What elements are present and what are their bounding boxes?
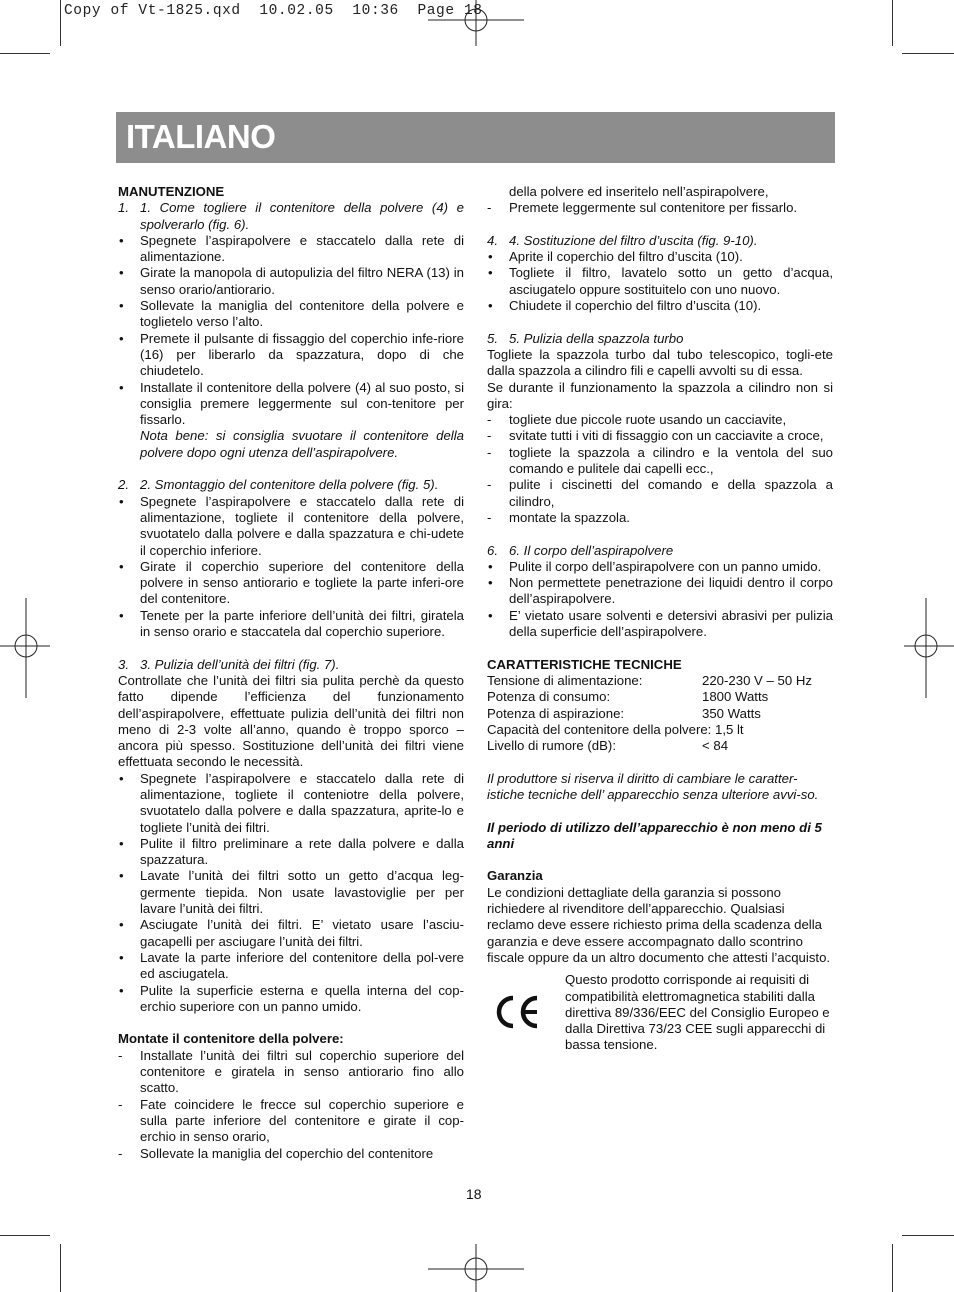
bullet-text: Pulite il corpo dell’aspirapolvere con un panno umido. — [509, 558, 822, 574]
bullet-text: Spegnete l’aspirapolvere e staccatelo dalla rete di alimentazione, togliete il conteniotre della polvere, svuotatelo dalla polvere e dalla spazzatura, aprite-lo e togliete l’unità dei filtri. — [140, 770, 464, 835]
bullet-text: Chiudete il coperchio del filtro d’uscita (10). — [509, 298, 762, 314]
bullet-text: Aprite il coperchio del filtro d’uscita (10). — [509, 249, 743, 265]
bullet-item: • Spegnete l’aspirapolvere e staccatelo dalla rete di alimentazione, togliete il conteniotre della polvere, svuotatelo dalla polvere e dalla spazzatura, aprite-lo e togliete l’unità dei filtri. — [119, 770, 464, 835]
dash-item: - Sollevate la maniglia del coperchio del contenitore — [118, 1145, 434, 1161]
left-column — [118, 184, 464, 1162]
section-heading: CARATTERISTICHE TECNICHE — [487, 656, 682, 672]
spec-value: 350 Watts — [702, 705, 761, 721]
bullet-item: • Asciugate l’unità dei filtri. E’ vietato usare l’asciu-gacapelli per asciugare l’unità dei filtri. — [119, 917, 464, 949]
spec-row — [487, 738, 833, 754]
crop-mark — [60, 1244, 61, 1292]
bullet-text: Spegnete l’aspirapolvere e staccatelo dalla rete di alimentazione. — [140, 232, 464, 265]
numbered-step-title: 4. 4. Sostituzione del filtro d’uscita (fig. 9-10). — [487, 232, 758, 248]
bullet-text: Non permettete penetrazione dei liquidi dentro il corpo dell’aspirapolvere. — [509, 575, 833, 607]
dash-text: togliete la spazzola a cilindro e la ventola del suo comando e pulitele dai capelli ecc., — [509, 444, 833, 477]
bullet-text: Spegnete l’aspirapolvere e staccatelo dalla rete di alimentazione, togliete il contenitore della polvere, svuotatelo dalla polvere e dalla spazzatura e chi-udete il coperchio inferiore. — [140, 493, 464, 558]
spec-capacity: Capacità del contenitore della polvere: 1,5 lt — [487, 721, 744, 737]
bullet-item: • Aprite il coperchio del filtro d’uscita (10). — [488, 249, 743, 265]
numbered-step-title: 5. 5. Pulizia della spazzola turbo — [487, 330, 684, 346]
step-title-text: 2. Smontaggio del contenitore della polvere (fig. 5). — [140, 477, 439, 493]
dash-text: Fate coincidere le frecce sul coperchio superiore e sulla parte inferiore del contenitore e girate il cop-erchio in senso orario, — [140, 1096, 464, 1145]
note-content: Nota bene: si consiglia svuotare il contenitore della polvere dopo ogni utenza dell’aspirapolvere. — [140, 428, 464, 460]
spec-row — [487, 673, 833, 689]
dash-item: - togliete la spazzola a cilindro e la ventola del suo comando e pulitele dai capelli ecc., — [487, 444, 833, 477]
spec-value: 220-230 V – 50 Hz — [702, 672, 812, 688]
dash-item: - Fate coincidere le frecce sul coperchio superiore e sulla parte inferiore del contenitore e girate il cop-erchio in senso orario, — [118, 1096, 464, 1145]
bullet-item: • Pulite il filtro preliminare a rete dalla polvere e dalla spazzatura. — [119, 835, 464, 868]
language-banner — [116, 112, 835, 163]
bullet-text: Asciugate l’unità dei filtri. E’ vietato usare l’asciu-gacapelli per asciugare l’unità dei filtri. — [140, 917, 464, 949]
spec-label: Potenza di consumo: — [487, 689, 611, 705]
spec-label: Potenza di aspirazione: — [487, 705, 625, 721]
step-title-text: 5. Pulizia della spazzola turbo — [509, 330, 684, 346]
right-column — [487, 184, 833, 1056]
dash-text: svitate tutti i viti di fissaggio con un cacciavite a croce, — [509, 428, 824, 444]
dash-text: Premete leggermente sul contenitore per fissarlo. — [509, 200, 798, 216]
section-heading: MANUTENZIONE — [118, 184, 225, 199]
bullet-text: Lavate l’unità dei filtri sotto un getto d’acqua leg-germente tiepida. Non usate lavastoviglie per per lavare l’unità dei filtri. — [140, 868, 464, 917]
crop-mark — [902, 53, 954, 54]
numbered-step-title: 3. 3. Pulizia dell’unità dei filtri (fig. 7). — [118, 656, 340, 672]
bullet-item: • Premete il pulsante di fissaggio del coperchio infe-riore (16) per liberarlo da spazzatura, dopo di che chiudetelo. — [119, 330, 464, 379]
spec-value: < 84 — [702, 738, 729, 754]
bullet-text: Girate il coperchio superiore del contenitore della polvere in senso antiorario e togliete la parte inferi-ore del contenitore. — [140, 558, 464, 607]
crop-mark — [892, 0, 893, 46]
section-heading: Montate il contenitore della polvere: — [118, 1031, 344, 1047]
bullet-item: • Lavate l’unità dei filtri sotto un getto d’acqua leg-germente tiepida. Non usate lavastoviglie per per lavare l’unità dei filtri. — [119, 868, 464, 917]
crop-mark — [892, 1244, 893, 1292]
bullet-text: Pulite il filtro preliminare a rete dalla polvere e dalla spazzatura. — [140, 835, 464, 868]
spec-row — [487, 689, 833, 705]
warranty-heading: Garanzia — [487, 868, 543, 884]
bullet-text: Tenete per la parte inferiore dell’unità dei filtri, giratela in senso orario e staccatela dal coperchio superiore. — [140, 607, 464, 640]
bullet-item: • Tenete per la parte inferiore dell’unità dei filtri, giratela in senso orario e staccatela dal coperchio superiore. — [119, 607, 464, 640]
dash-text: pulite i ciscinetti del comando e della spazzola a cilindro, — [509, 477, 833, 509]
file-slug: Copy of Vt-1825.qxd 10.02.05 10:36 Page 18 — [64, 3, 483, 19]
service-life-note: Il periodo di utilizzo dell’apparecchio è non meno di 5 anni — [487, 819, 822, 851]
bullet-item: • E’ vietato usare solventi e detersivi abrasivi per pulizia della superficie dell’aspirapolvere. — [488, 607, 833, 640]
dash-item: - togliete due piccole ruote usando un cacciavite, — [487, 412, 787, 428]
ce-text: Questo prodotto corrisponde ai requisiti di compatibilità elettromagnetica stabiliti dalla direttiva 89/336/EEC del Consiglio Europeo e dalla Direttiva 73/23 CEE sugli apparecchi di bassa tensione. — [565, 972, 830, 1053]
ce-mark-icon — [493, 994, 541, 1030]
bullet-text: Togliete il filtro, lavatelo sotto un getto d’acqua, asciugatelo oppure sostituitelo con uno nuovo. — [509, 265, 833, 297]
step-title-text: 6. Il corpo dell’aspirapolvere — [509, 542, 674, 558]
bullet-text: Pulite la superficie esterna e quella interna del cop-erchio superiore con un panno umido. — [140, 982, 464, 1014]
numbered-step-title: 6. 6. Il corpo dell’aspirapolvere — [487, 542, 674, 558]
bullet-item: • Spegnete l’aspirapolvere e staccatelo dalla rete di alimentazione, togliete il contenitore della polvere, svuotatelo dalla polvere e dalla spazzatura e chi-udete il coperchio inferiore. — [119, 493, 464, 558]
paragraph: Controllate che l’unità dei filtri sia pulita perchè da questo fatto dipende l’efficienza del funzionamento dell’aspirapolvere, effettuate pulizia dell’unità dei filtri non meno di 2-3 volte all’anno, quando è troppo sporco – ancora più spesso. Sostituzione dell’unità dei filtri viene effettuata secondo le necessità. — [118, 672, 464, 770]
registration-mark-icon — [428, 0, 524, 46]
spec-row — [487, 706, 833, 722]
bullet-item: • Chiudete il coperchio del filtro d’uscita (10). — [488, 298, 762, 314]
paragraph: Se durante il funzionamento la spazzola a cilindro non si gira: — [487, 379, 833, 411]
bullet-item: • Sollevate la maniglia del contenitore della polvere e toglietelo verso l’alto. — [119, 298, 464, 330]
spec-label: Tensione di alimentazione: — [487, 672, 643, 688]
bullet-item: • Lavate la parte inferiore del contenitore della pol-vere ed asciugatela. — [119, 949, 464, 982]
registration-mark-icon — [904, 598, 954, 698]
bullet-item: • Pulite la superficie esterna e quella interna del cop-erchio superiore con un panno umido. — [119, 982, 464, 1014]
bullet-text: Installate il contenitore della polvere (4) al suo posto, si consiglia premere leggermente sul con-tenitore per fissarlo. — [140, 379, 464, 428]
bullet-item: • Installate il contenitore della polvere (4) al suo posto, si consiglia premere leggermente sul con-tenitore per fissarlo. — [119, 379, 464, 428]
crop-mark — [60, 0, 61, 46]
bullet-item: • Spegnete l’aspirapolvere e staccatelo dalla rete di alimentazione. — [119, 232, 464, 265]
ce-compliance — [487, 972, 833, 1056]
bullet-text: Lavate la parte inferiore del contenitore della pol-vere ed asciugatela. — [140, 949, 464, 982]
dash-text: togliete due piccole ruote usando un cacciavite, — [509, 412, 787, 428]
bullet-item: • Togliete il filtro, lavatelo sotto un getto d’acqua, asciugatelo oppure sostituitelo con uno nuovo. — [488, 265, 833, 297]
bullet-item: • Girate il coperchio superiore del contenitore della polvere in senso antiorario e togliete la parte inferi-ore del contenitore. — [119, 558, 464, 607]
spec-value: 1800 Watts — [702, 689, 769, 705]
dash-item: - Premete leggermente sul contenitore per fissarlo. — [487, 200, 798, 216]
dash-item: - montate la spazzola. — [487, 509, 630, 525]
continued-content: della polvere ed inseritelo nell’aspirapolvere, — [509, 184, 769, 199]
step-title-text: 4. Sostituzione del filtro d’uscita (fig. 9-10). — [509, 232, 758, 248]
dash-item: - svitate tutti i viti di fissaggio con un cacciavite a croce, — [487, 428, 824, 444]
banner-title: ITALIANO — [126, 118, 276, 155]
warranty-paragraph: Le condizioni dettagliate della garanzia si possono richiedere al rivenditore dell’apparecchio. Qualsiasi reclamo deve essere richiesto prima della scadenza della garanzia e deve essere accompagnato dallo scontrino fiscale oppure da un altro documento che attesti l’acquisto. — [487, 884, 831, 965]
step-title-text: 1. Come togliere il contenitore della polvere (4) e spolverarlo (fig. 6). — [140, 200, 464, 232]
page-number: 18 — [466, 1186, 482, 1202]
bullet-text: Premete il pulsante di fissaggio del coperchio infe-riore (16) per liberarlo da spazzatura, dopo di che chiudetelo. — [140, 330, 464, 379]
numbered-step-title: 2. 2. Smontaggio del contenitore della polvere (fig. 5). — [118, 477, 439, 493]
bullet-text: Girate la manopola di autopulizia del filtro NERA (13) in senso orario/antiorario. — [140, 265, 464, 297]
bullet-item: • Pulite il corpo dell’aspirapolvere con un panno umido. — [488, 558, 822, 574]
dash-text: montate la spazzola. — [509, 509, 630, 525]
bullet-text: Sollevate la maniglia del contenitore della polvere e toglietelo verso l’alto. — [140, 298, 464, 330]
dash-item: - Installate l’unità dei filtri sul coperchio superiore del contenitore e giratela in senso antiorario fino allo scatto. — [118, 1047, 464, 1096]
bullet-item: • Non permettete penetrazione dei liquidi dentro il corpo dell’aspirapolvere. — [488, 575, 833, 607]
disclaimer-note: Il produttore si riserva il diritto di cambiare le caratter-istiche tecniche dell’ apparecchio senza ulteriore avvi-so. — [487, 770, 819, 802]
crop-mark — [0, 53, 50, 54]
bullet-text: E’ vietato usare solventi e detersivi abrasivi per pulizia della superficie dell’aspirapolvere. — [509, 607, 833, 640]
paragraph: Togliete la spazzola turbo dal tubo telescopico, togli-ete dalla spazzola a cilindro fili e capelli avvolti su di essa. — [487, 346, 833, 379]
dash-text: Installate l’unità dei filtri sul coperchio superiore del contenitore e giratela in senso antiorario fino allo scatto. — [140, 1047, 464, 1096]
dash-item: - pulite i ciscinetti del comando e della spazzola a cilindro, — [487, 477, 833, 509]
note-text — [118, 428, 464, 461]
step-title-text: 3. Pulizia dell’unità dei filtri (fig. 7). — [140, 656, 340, 672]
bullet-item: • Girate la manopola di autopulizia del filtro NERA (13) in senso orario/antiorario. — [119, 265, 464, 297]
registration-mark-icon — [428, 1244, 524, 1292]
dash-text: Sollevate la maniglia del coperchio del contenitore — [140, 1145, 434, 1161]
crop-mark — [902, 1235, 954, 1236]
continued-text — [487, 184, 833, 200]
spec-label: Livello di rumore (dB): — [487, 738, 616, 754]
registration-mark-icon — [0, 598, 50, 698]
crop-mark — [0, 1235, 50, 1236]
numbered-step-title: 1. 1. Come togliere il contenitore della polvere (4) e spolverarlo (fig. 6). — [118, 200, 464, 232]
